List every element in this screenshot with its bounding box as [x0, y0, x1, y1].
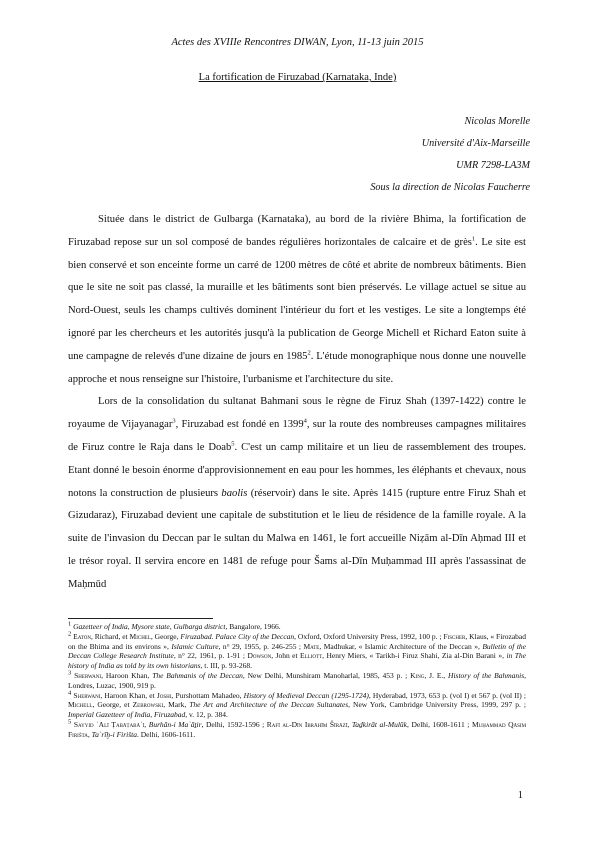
- author-surname: Joshi: [156, 690, 172, 700]
- author-surname: Michell: [68, 700, 93, 710]
- paragraph-1: [68, 209, 526, 391]
- author-surname: King: [410, 670, 425, 680]
- footnote-text: , Oxford, Oxford University Press, 1992, 100 p. ;: [294, 632, 444, 642]
- author-surname: Elliott: [300, 651, 323, 661]
- footnote-text: , Londres, Luzac, 1900, 919 p.: [68, 670, 527, 690]
- footnote-number: 3: [68, 669, 72, 677]
- footnote-ref-3[interactable]: 3: [172, 417, 176, 425]
- author-surname: Fischer: [443, 632, 466, 642]
- footnote-number: 1: [68, 620, 72, 628]
- footnote-text: , George, et: [92, 700, 133, 710]
- term-baolis: baolis: [221, 487, 248, 499]
- footnote-5: [68, 720, 526, 739]
- running-header: Actes des XVIIIe Rencontres DIWAN, Lyon, 11-13 juin 2015: [171, 37, 424, 48]
- p2-text-b: , Firuzabad est fondé en 1399: [175, 419, 304, 431]
- p1-text-b: . Le site est bien conservé et son enceinte forme un carré de 1200 mètres de côté et abrite de nombreux bâtiments. Bien que le site ne soit pas classé, la muraille et les bâtiments sont bien préservés. Le village actuel se situe au Nord-Ouest, seuls les champs cultivés dominent l'intérieur du fort et les vestiges. Le site a longtemps été ignoré par les chercheurs et les autorités jusqu'à la publication de George Michell et Richard Eaton suite à une campagne de relevés d'une dizaine de jours en 1985: [68, 236, 526, 362]
- footnote-number: 4: [68, 689, 72, 697]
- footnote-text: , Bangalore, 1966.: [225, 622, 281, 631]
- body-text: [68, 209, 526, 597]
- footnote-text: ,: [347, 719, 352, 729]
- footnote-1: [68, 622, 526, 632]
- author-surname: Rafī al-Dīn Ibrāhīm Šīrāzī: [266, 719, 348, 729]
- footnote-text: , Madhukar, « Islamic Architecture of the Deccan »,: [319, 641, 483, 651]
- footnote-title: The Bahmanis of the Deccan: [152, 670, 243, 680]
- author-surname: Zebrowski: [132, 700, 164, 710]
- footnote-text: , New York, Cambridge University Press, 1999, 297 p. ;: [348, 700, 527, 710]
- author-surname: Mate: [303, 641, 320, 651]
- footnote-text: , Delhi, 1608-1611 ;: [407, 719, 472, 729]
- paper-title: La fortification de Firuzabad (Karnataka, Inde): [198, 72, 397, 83]
- footnote-ref-4[interactable]: 4: [303, 417, 307, 425]
- footnote-title: History of Medieval Deccan (1295-1724): [243, 690, 369, 700]
- footnote-text: , Haroon Khan, et: [100, 690, 157, 700]
- author-block: [370, 111, 530, 199]
- footnote-title: Firuzabad. Palace City of the Deccan: [180, 632, 295, 642]
- footnote-text: , Purshottam Mahadeo,: [171, 690, 244, 700]
- author-name: Nicolas Morelle: [464, 116, 530, 127]
- footnote-title: Bulletin of the Deccan College Research Institute: [68, 641, 527, 661]
- author-supervision: Sous la direction de Nicolas Faucherre: [370, 182, 530, 193]
- footnote-title: Imperial Gazetteer of India, Firuzabad: [68, 709, 186, 719]
- footnote-title: Gazetteer of India, Mysore state, Gulbarga district: [73, 622, 226, 631]
- footnote-title: Burhān-i Maʾāṯir: [148, 719, 202, 729]
- footnote-text: , n° 29, 1955, p. 246-255 ;: [218, 641, 304, 651]
- footnotes: [68, 622, 526, 740]
- footnote-text: , Richard, et: [90, 632, 130, 642]
- footnote-text: , New Delhi, Munshiram Manoharlal, 1985, 453 p. ;: [242, 670, 411, 680]
- p1-text-c: . L'étude monographique nous donne une nouvelle approche et nous renseigne sur l'histoire, l'urbanisme et l'architecture du site.: [68, 350, 527, 385]
- footnote-4: [68, 691, 526, 720]
- page-number: 1: [517, 790, 523, 801]
- p2-text-e: (réservoir) dans le site. Après 1415 (rupture entre Firuz Shah et Gizudaraz), Firuzabad devient une capitale de substitution et le lieu de résidence de la famille royale. A la suite de l'invasion du Deccan par le sultan du Malwa en 1461, le fort accueille Niẓām al-Dīn Aḥmad III et le trésor royal. Il servira encore en 1481 de refuge pour Šams al-Dīn Muḥammad III après l'assassinat de Maḥmūd: [68, 487, 526, 590]
- footnote-text: , n° 22, 1961, p. 1-91 ;: [173, 651, 248, 661]
- footnote-text: , Hyderabad, 1973, 653 p. (vol I) et 567 p. (vol II) ;: [368, 690, 526, 700]
- footnote-text: , John et: [271, 651, 301, 661]
- footnote-3: [68, 671, 526, 690]
- author-surname: Sherwani: [74, 670, 102, 680]
- footnote-separator: [68, 618, 213, 619]
- footnote-ref-1[interactable]: 1: [471, 235, 476, 243]
- footnote-text: , Haroon Khan,: [101, 670, 153, 680]
- footnote-text: . Delhi, 1606-1611.: [137, 729, 196, 739]
- footnote-2: [68, 632, 526, 670]
- footnote-text: , Henry Miers, « Tarikh-i Firuz Shahi, Zia al-Din Barani »,: [322, 651, 507, 661]
- footnote-title: History of the Bahmanis: [448, 670, 525, 680]
- p2-text-a: Lors de la consolidation du sultanat Bahmani sous le règne de Firuz Shah (1397-1422) contre le royaume de Vijayanagar: [68, 396, 526, 431]
- footnote-title: in The history of India as told by its own historians: [68, 651, 527, 670]
- author-surname: Sayyid ʿAlī Ṭabāṭabāʾī: [73, 719, 145, 729]
- author-surname: Michel: [129, 632, 151, 642]
- author-affiliation: Université d'Aix-Marseille: [421, 138, 530, 149]
- footnote-title: Islamic Culture: [171, 641, 219, 651]
- footnote-number: 5: [68, 718, 72, 726]
- footnote-text: , Mark,: [163, 700, 190, 710]
- paragraph-2: [68, 391, 526, 596]
- p2-text-c: , sur la route des nombreuses campagnes militaires de Firuz contre le Raja dans le Doab: [68, 419, 526, 453]
- footnote-text: , Klaus, « Firozabad on the Bhima and its environs »,: [68, 632, 527, 651]
- p1-text-a: Située dans le district de Gulbarga (Karnataka), au bord de la rivière Bhima, la fortification de Firuzabad repose sur un sol composé de bandes régulières horizontales de calcaire et de grès: [68, 214, 526, 248]
- footnote-text: , t. III, p. 93-268.: [200, 660, 252, 670]
- footnote-text: , George,: [150, 632, 181, 642]
- footnote-title: The Art and Architecture of the Deccan Sultanates: [189, 700, 349, 710]
- footnote-text: , J. E.,: [424, 670, 449, 680]
- footnote-title: Taḏkirāt al-Mulūk: [351, 719, 408, 729]
- p2-text-d: . C'est un camp militaire et un lieu de rassemblement des troupes. Etant donné le besoin énorme d'approvisionnement en eau pour les hommes, les éléphants et chevaux, nous notons la construction de plusieurs: [68, 441, 526, 499]
- footnote-text: , v. 12, p. 384.: [185, 709, 228, 719]
- footnote-text: ,: [144, 719, 149, 729]
- author-surname: Sherwani: [73, 690, 101, 700]
- footnote-ref-2[interactable]: 2: [307, 349, 311, 357]
- footnote-text: ,: [87, 729, 92, 739]
- footnote-title: Taʾrīḫ-i Firišta: [91, 729, 137, 739]
- author-surname: Muḥammad Qāsim Firišta: [68, 719, 527, 739]
- author-lab: UMR 7298-LA3M: [456, 160, 530, 171]
- footnote-number: 2: [68, 630, 72, 638]
- footnote-text: , Delhi, 1592-1596 ;: [201, 719, 267, 729]
- author-surname: Eaton: [73, 632, 91, 642]
- author-surname: Dowson: [247, 651, 272, 661]
- footnote-ref-5[interactable]: 5: [231, 440, 235, 448]
